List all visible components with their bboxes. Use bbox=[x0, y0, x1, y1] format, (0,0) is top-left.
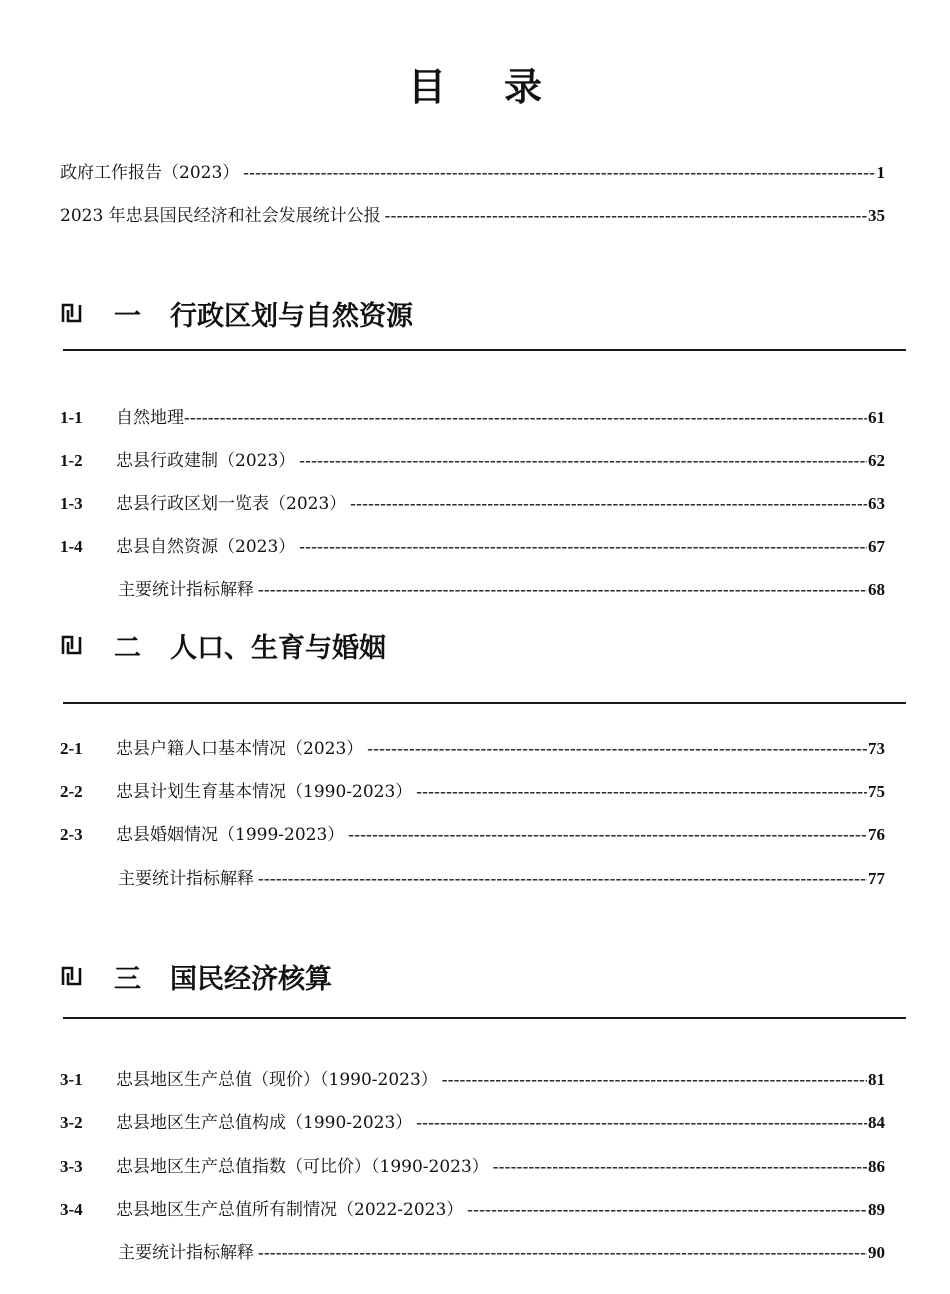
dot-leader bbox=[416, 1112, 867, 1134]
toc-entry[interactable] bbox=[60, 1240, 885, 1264]
section-title: 人口、生育与婚姻 bbox=[170, 632, 386, 664]
entry-label: 忠县地区生产总值指数（可比价）（1990-2023） bbox=[116, 1157, 489, 1177]
section-number: 二 bbox=[114, 632, 141, 664]
dot-leader bbox=[348, 824, 867, 846]
entry-page: 81 bbox=[868, 1070, 885, 1089]
toc-entry[interactable] bbox=[60, 491, 885, 515]
entry-page: 86 bbox=[868, 1157, 885, 1176]
dot-leader bbox=[258, 868, 867, 890]
entry-page: 75 bbox=[868, 782, 885, 801]
dot-leader bbox=[299, 536, 867, 558]
section-heading[interactable] bbox=[60, 956, 332, 996]
entry-label: 2023 年忠县国民经济和社会发展统计公报 bbox=[60, 206, 381, 226]
dot-leader bbox=[442, 1069, 867, 1091]
entry-label: 主要统计指标解释 bbox=[118, 580, 254, 600]
entry-label: 忠县行政建制（2023） bbox=[116, 451, 296, 471]
section-marker-icon bbox=[60, 965, 84, 987]
entry-label: 主要统计指标解释 bbox=[118, 869, 254, 889]
entry-label: 忠县自然资源（2023） bbox=[116, 537, 296, 557]
toc-entry[interactable] bbox=[60, 405, 885, 429]
section-marker-icon bbox=[60, 634, 84, 656]
entry-label: 忠县地区生产总值（现价）（1990-2023） bbox=[116, 1070, 438, 1090]
toc-entry[interactable] bbox=[60, 866, 885, 890]
entry-number: 2-2 bbox=[60, 782, 83, 801]
entry-label: 政府工作报告（2023） bbox=[60, 163, 240, 183]
toc-entry[interactable] bbox=[60, 779, 885, 803]
dot-leader bbox=[467, 1199, 867, 1221]
toc-entry[interactable] bbox=[60, 160, 885, 184]
entry-page: 1 bbox=[876, 163, 885, 182]
entry-page: 84 bbox=[868, 1113, 885, 1132]
section-title: 行政区划与自然资源 bbox=[170, 300, 413, 332]
toc-entry[interactable] bbox=[60, 577, 885, 601]
dot-leader bbox=[258, 579, 867, 601]
dot-leader bbox=[416, 781, 867, 803]
entry-number: 3-4 bbox=[60, 1200, 83, 1219]
entry-page: 62 bbox=[868, 451, 885, 470]
toc-entry[interactable] bbox=[60, 1197, 885, 1221]
entry-label: 忠县计划生育基本情况（1990-2023） bbox=[116, 782, 413, 802]
entry-label: 忠县地区生产总值所有制情况（2022-2023） bbox=[116, 1200, 464, 1220]
dot-leader bbox=[184, 407, 867, 429]
dot-leader bbox=[299, 450, 867, 472]
section-divider bbox=[63, 349, 906, 351]
entry-number: 1-4 bbox=[60, 537, 83, 556]
entry-number: 1-3 bbox=[60, 494, 83, 513]
section-heading[interactable] bbox=[60, 293, 413, 333]
dot-leader bbox=[258, 1242, 867, 1264]
entry-number: 2-1 bbox=[60, 739, 83, 758]
title-char-1: 目 bbox=[407, 65, 446, 109]
title-char-2: 录 bbox=[504, 65, 543, 109]
section-title: 国民经济核算 bbox=[170, 963, 332, 995]
toc-entry[interactable] bbox=[60, 203, 885, 227]
toc-entry[interactable] bbox=[60, 822, 885, 846]
entry-number: 3-2 bbox=[60, 1113, 83, 1132]
entry-page: 89 bbox=[868, 1200, 885, 1219]
entry-page: 61 bbox=[868, 408, 885, 427]
entry-label: 忠县婚姻情况（1999-2023） bbox=[116, 825, 345, 845]
entry-page: 67 bbox=[868, 537, 885, 556]
entry-label: 忠县地区生产总值构成（1990-2023） bbox=[116, 1113, 413, 1133]
entry-page: 76 bbox=[868, 825, 885, 844]
entry-number: 3-3 bbox=[60, 1157, 83, 1176]
entry-number: 1-2 bbox=[60, 451, 83, 470]
entry-label: 忠县行政区划一览表（2023） bbox=[116, 494, 347, 514]
dot-leader bbox=[385, 205, 867, 227]
entry-number: 1-1 bbox=[60, 408, 83, 427]
toc-entry[interactable] bbox=[60, 1154, 885, 1178]
dot-leader bbox=[350, 493, 867, 515]
entry-page: 73 bbox=[868, 739, 885, 758]
section-divider bbox=[63, 1017, 906, 1019]
section-divider bbox=[63, 702, 906, 704]
entry-label: 主要统计指标解释 bbox=[118, 1243, 254, 1263]
section-number: 三 bbox=[114, 963, 141, 995]
entry-label: 自然地理 bbox=[116, 408, 184, 428]
dot-leader bbox=[243, 162, 875, 184]
entry-page: 63 bbox=[868, 494, 885, 513]
entry-page: 68 bbox=[868, 580, 885, 599]
page-title bbox=[0, 56, 950, 111]
toc-entry[interactable] bbox=[60, 534, 885, 558]
toc-entry[interactable] bbox=[60, 1067, 885, 1091]
entry-number: 3-1 bbox=[60, 1070, 83, 1089]
entry-page: 90 bbox=[868, 1243, 885, 1262]
section-heading[interactable] bbox=[60, 625, 386, 665]
entry-page: 77 bbox=[868, 869, 885, 888]
entry-page: 35 bbox=[868, 206, 885, 225]
entry-label: 忠县户籍人口基本情况（2023） bbox=[116, 739, 364, 759]
section-marker-icon bbox=[60, 302, 84, 324]
toc-entry[interactable] bbox=[60, 1110, 885, 1134]
dot-leader bbox=[367, 738, 867, 760]
entry-number: 2-3 bbox=[60, 825, 83, 844]
section-number: 一 bbox=[114, 300, 141, 332]
toc-entry[interactable] bbox=[60, 736, 885, 760]
dot-leader bbox=[493, 1156, 867, 1178]
toc-entry[interactable] bbox=[60, 448, 885, 472]
